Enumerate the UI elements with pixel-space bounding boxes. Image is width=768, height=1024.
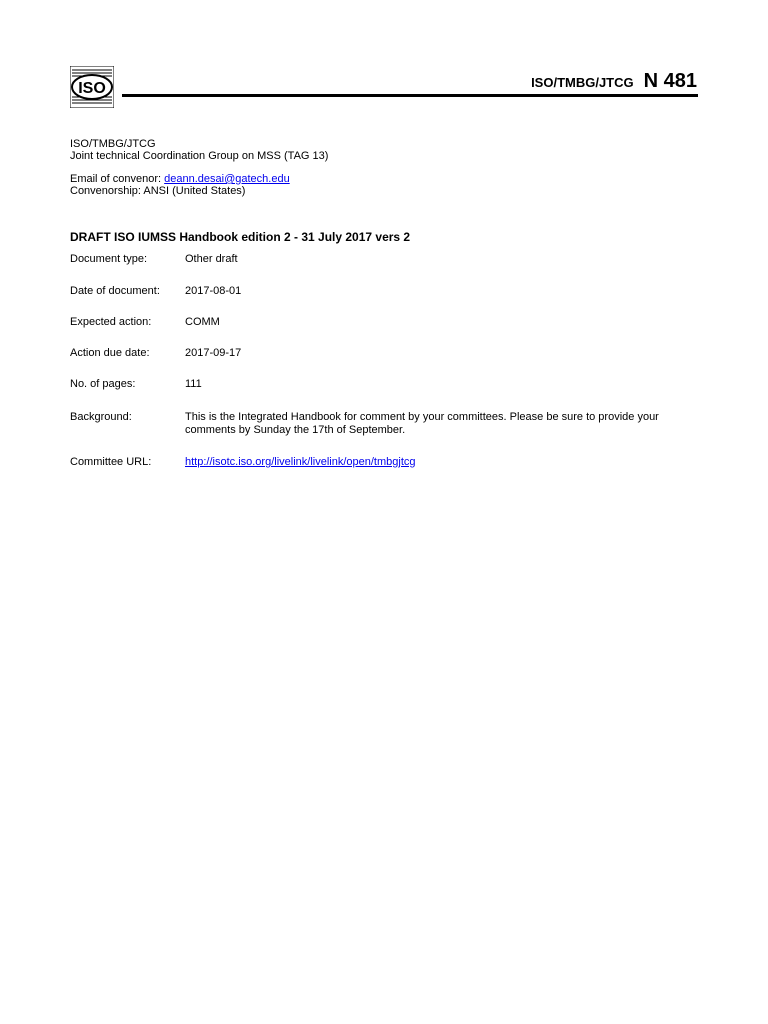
committee-name: ISO/TMBG/JTCG [70, 138, 156, 150]
document-title: DRAFT ISO IUMSS Handbook edition 2 - 31 July 2017 vers 2 [70, 230, 411, 244]
meta-label: Date of document: [70, 285, 160, 297]
document-reference [531, 70, 697, 93]
iso-logo [70, 66, 114, 108]
committee-info [70, 138, 328, 162]
meta-label: Action due date: [70, 347, 150, 359]
meta-label: Background: [70, 411, 132, 423]
committee-full-name: Joint technical Coordination Group on MSS (TAG 13) [70, 150, 329, 162]
convenor-info [70, 173, 290, 197]
meta-value: 2017-09-17 [185, 347, 242, 359]
meta-label: Expected action: [70, 316, 152, 328]
meta-label: No. of pages: [70, 378, 136, 390]
meta-value: This is the Integrated Handbook for comment by your committees. Please be sure to provide your comments by Sunday the 17th of September. [185, 411, 659, 436]
iso-logo-graphic [70, 66, 114, 108]
header-committee-code: ISO/TMBG/JTCG [531, 75, 634, 90]
meta-value: 111 [185, 378, 202, 390]
meta-value: COMM [185, 316, 220, 328]
meta-label: Committee URL: [70, 456, 152, 468]
convenorship: Convenorship: ANSI (United States) [70, 185, 246, 197]
iso-logo-text: ISO [78, 80, 106, 97]
meta-label: Document type: [70, 253, 148, 265]
committee-url-link[interactable]: http://isotc.iso.org/livelink/livelink/open/tmbgjtcg [185, 456, 416, 468]
meta-value: 2017-08-01 [185, 285, 242, 297]
email-line [70, 173, 290, 185]
header-rule [122, 94, 698, 97]
convenor-email-link[interactable]: deann.desai@gatech.edu [164, 173, 290, 185]
document-number: N 481 [643, 70, 697, 92]
email-label: Email of convenor: [70, 173, 165, 185]
meta-value-link [185, 456, 700, 469]
meta-value: Other draft [185, 253, 238, 265]
